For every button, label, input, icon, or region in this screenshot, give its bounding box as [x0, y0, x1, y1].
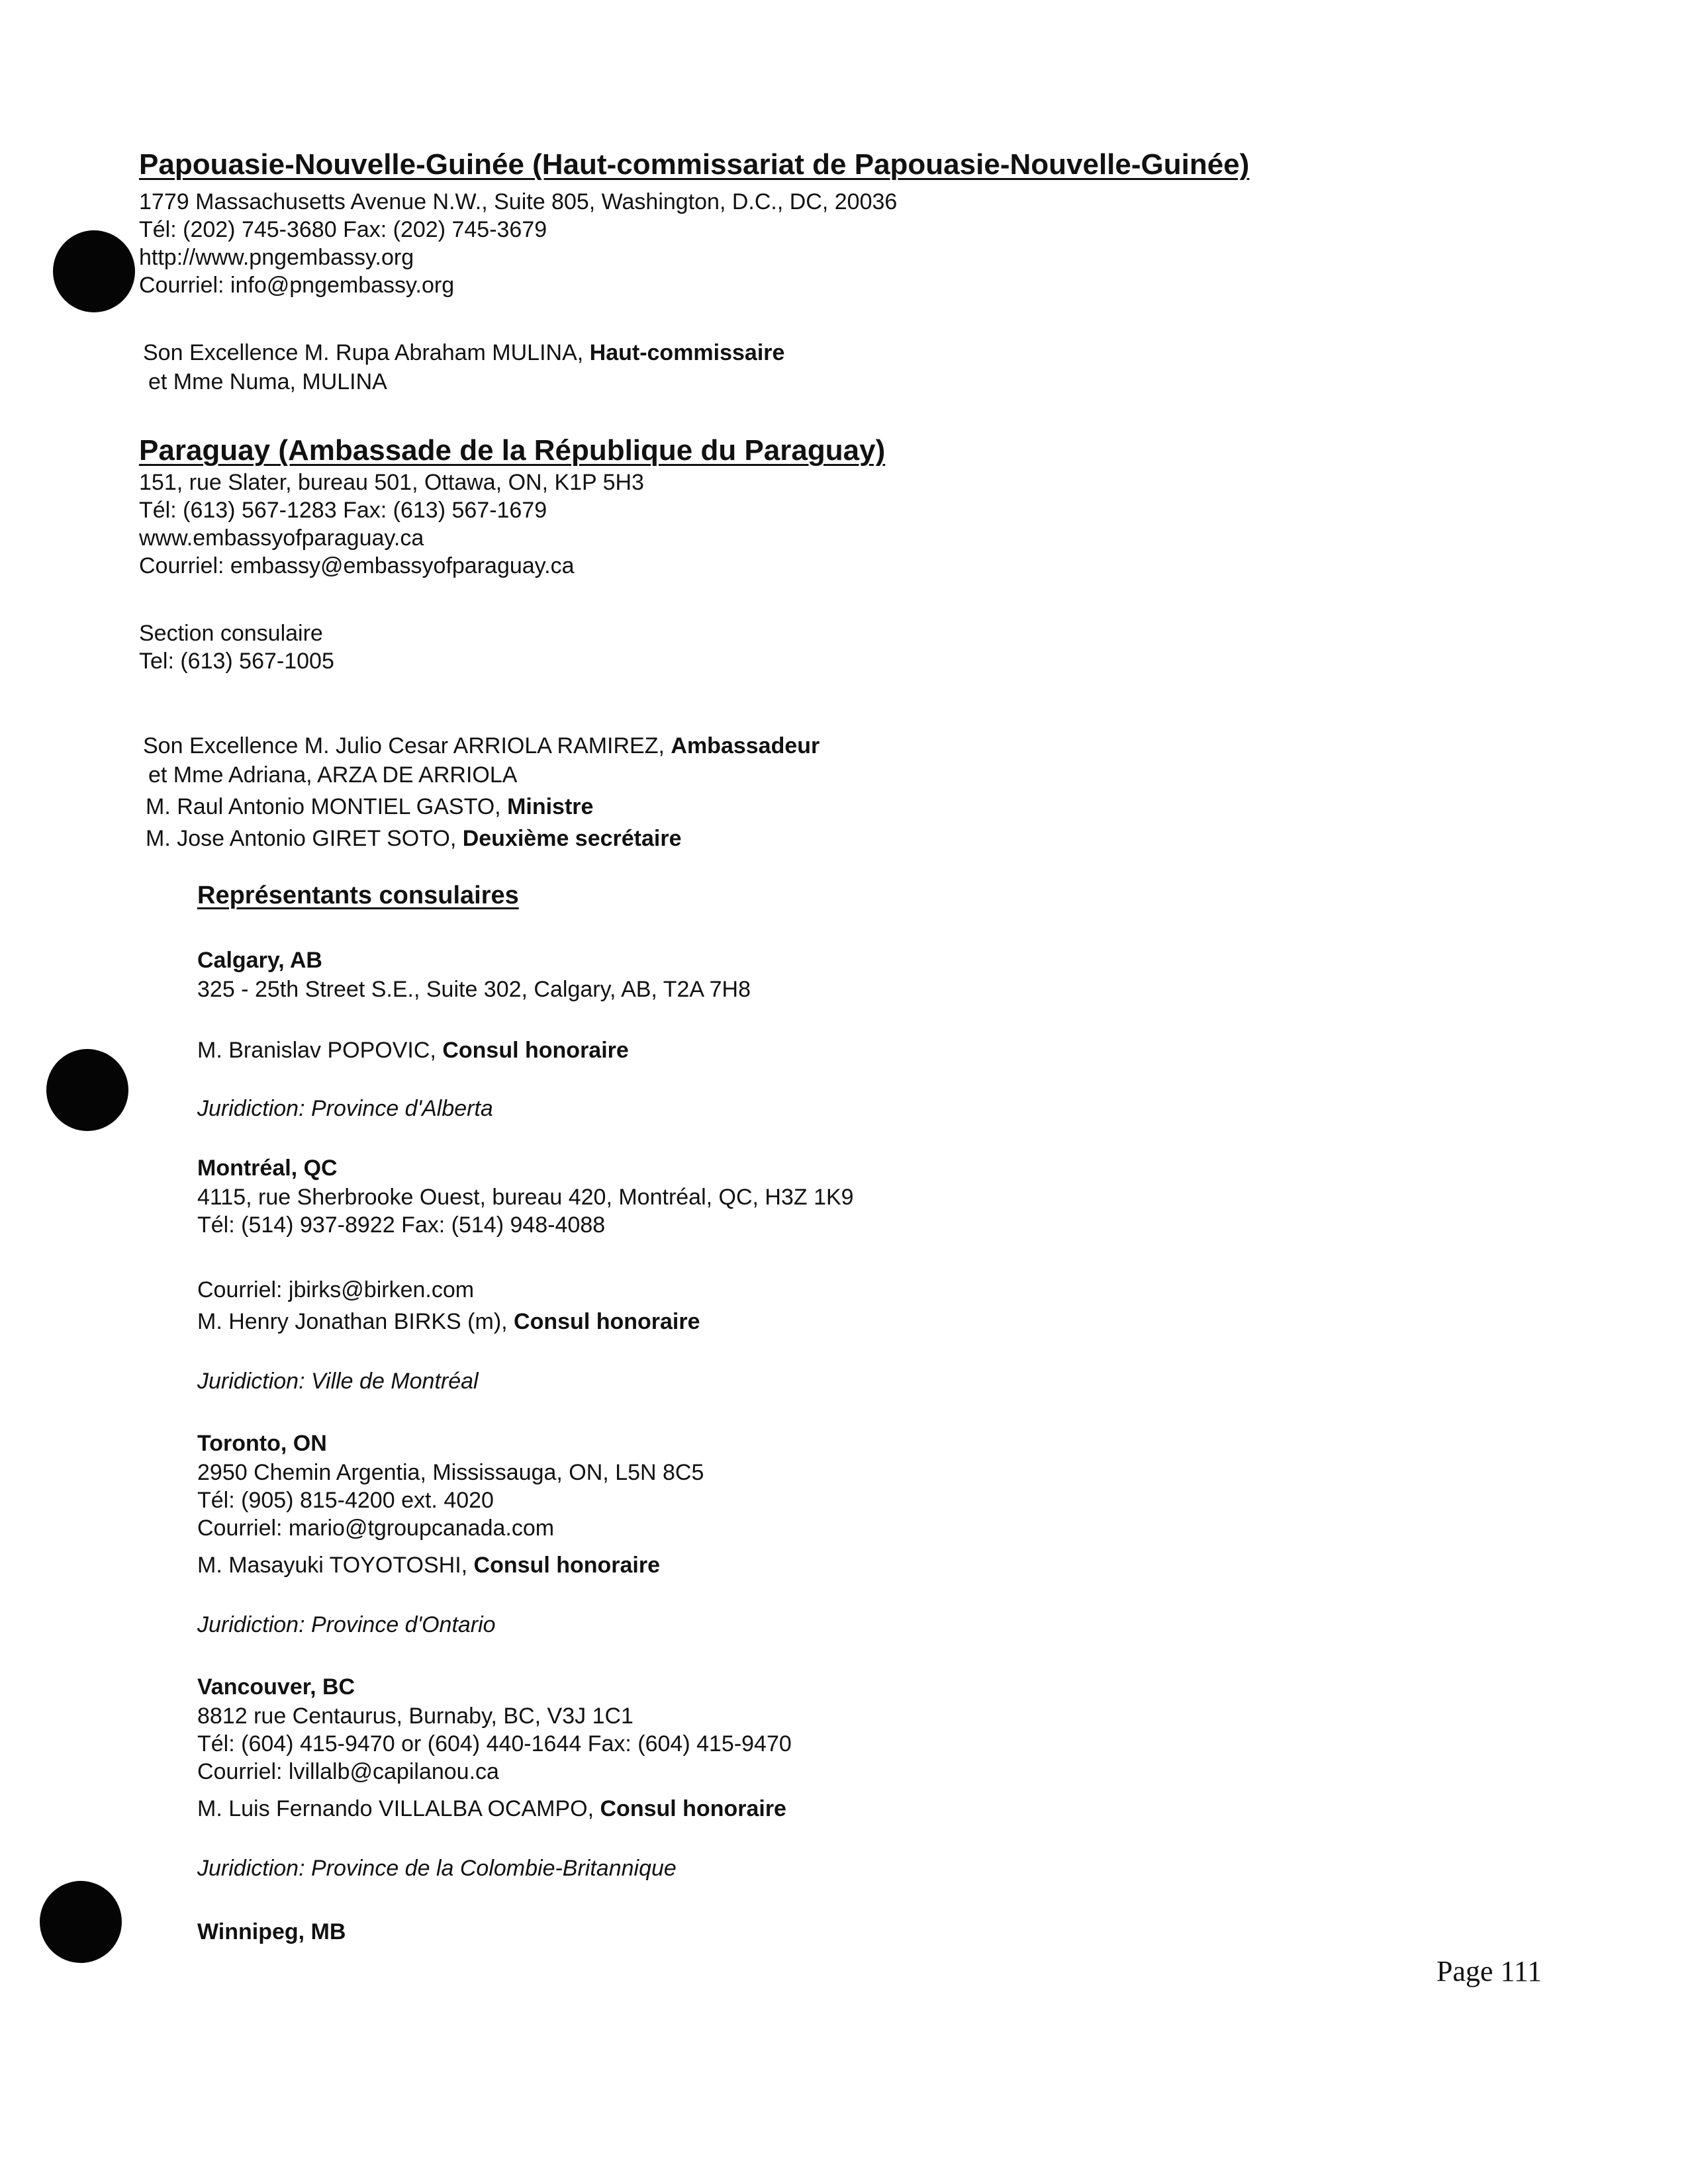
consulate-details-montreal — [197, 1183, 854, 1239]
png-email[interactable]: Courriel: info@pngembassy.org — [139, 273, 455, 298]
consulate-rep-calgary — [197, 1036, 629, 1064]
consulate-phone: Tél: (604) 415-9470 or (604) 440-1644 Fax: (604) 415-9470 — [197, 1731, 792, 1756]
consulate-city-winnipeg: Winnipeg, MB — [197, 1919, 346, 1944]
punch-hole-top — [53, 230, 135, 312]
consular-section-phone: Tel: (613) 567-1005 — [139, 649, 334, 674]
staff-name: et Mme Adriana, ARZA DE ARRIOLA — [148, 762, 518, 788]
png-rep-name: Son Excellence M. Rupa Abraham MULINA, — [143, 340, 590, 365]
png-address: 1779 Massachusetts Avenue N.W., Suite 805, Washington, D.C., DC, 20036 — [139, 189, 898, 214]
jurisdiction-toronto: Juridiction: Province d'Ontario — [197, 1612, 496, 1637]
consulate-rep-montreal — [197, 1308, 700, 1336]
jurisdiction-montreal: Juridiction: Ville de Montréal — [197, 1369, 479, 1394]
paraguay-email[interactable]: Courriel: embassy@embassyofparaguay.ca — [139, 553, 575, 578]
consulate-details-toronto — [197, 1459, 704, 1542]
consulate-city-toronto: Toronto, ON — [197, 1431, 327, 1456]
png-spouse: et Mme Numa, MULINA — [148, 369, 387, 394]
staff-name: M. Raul Antonio MONTIEL GASTO, — [146, 794, 508, 819]
png-heading: Papouasie-Nouvelle-Guinée (Haut-commissariat de Papouasie-Nouvelle-Guinée) — [139, 148, 1250, 181]
png-contact-block — [139, 188, 897, 299]
punch-hole-bottom — [40, 1881, 122, 1963]
consulate-city-calgary: Calgary, AB — [197, 948, 322, 973]
paraguay-heading: Paraguay (Ambassade de la République du Paraguay) — [139, 434, 886, 467]
png-website[interactable]: http://www.pngembassy.org — [139, 245, 414, 270]
punch-hole-middle — [46, 1049, 128, 1131]
jurisdiction-calgary: Juridiction: Province d'Alberta — [197, 1096, 493, 1121]
staff-title: Ministre — [507, 794, 594, 819]
consulate-rep-vancouver — [197, 1795, 786, 1823]
consular-section-label: Section consulaire — [139, 621, 323, 646]
consulate-address: 8812 rue Centaurus, Burnaby, BC, V3J 1C1 — [197, 1704, 633, 1729]
paraguay-staff-0 — [143, 732, 820, 760]
staff-name: M. Jose Antonio GIRET SOTO, — [146, 826, 463, 851]
png-phone: Tél: (202) 745-3680 Fax: (202) 745-3679 — [139, 217, 547, 242]
paraguay-staff-3 — [146, 825, 682, 852]
consulate-email[interactable]: Courriel: lvillalb@capilanou.ca — [197, 1759, 499, 1784]
rep-title: Consul honoraire — [514, 1309, 700, 1334]
consulate-city-montreal: Montréal, QC — [197, 1156, 338, 1181]
jurisdiction-vancouver: Juridiction: Province de la Colombie-Britannique — [197, 1856, 677, 1881]
paraguay-website[interactable]: www.embassyofparaguay.ca — [139, 525, 424, 551]
consulate-details-vancouver — [197, 1702, 792, 1786]
rep-title: Consul honoraire — [442, 1038, 629, 1063]
consulate-rep-toronto — [197, 1551, 660, 1579]
rep-title: Consul honoraire — [600, 1796, 786, 1821]
consulate-city-vancouver: Vancouver, BC — [197, 1674, 355, 1700]
paraguay-staff-2 — [146, 793, 593, 821]
staff-title: Deuxième secrétaire — [462, 826, 682, 851]
rep-name: M. Masayuki TOYOTOSHI, — [197, 1553, 474, 1578]
consulate-phone: Tél: (905) 815-4200 ext. 4020 — [197, 1488, 494, 1513]
consulate-address: 2950 Chemin Argentia, Mississauga, ON, L5N 8C5 — [197, 1460, 704, 1485]
consulate-email[interactable]: Courriel: mario@tgroupcanada.com — [197, 1516, 555, 1541]
paraguay-phone: Tél: (613) 567-1283 Fax: (613) 567-1679 — [139, 498, 547, 523]
png-representative — [143, 339, 784, 367]
consular-representatives-heading: Représentants consulaires — [197, 882, 519, 909]
staff-title: Ambassadeur — [671, 733, 820, 758]
rep-name: M. Luis Fernando VILLALBA OCAMPO, — [197, 1796, 600, 1821]
rep-title: Consul honoraire — [473, 1553, 661, 1578]
consulate-address-calgary: 325 - 25th Street S.E., Suite 302, Calgary, AB, T2A 7H8 — [197, 977, 751, 1002]
page-number: Page 111 — [1436, 1955, 1542, 1987]
consulate-email-montreal[interactable]: Courriel: jbirks@birken.com — [197, 1277, 475, 1302]
paraguay-consular-section — [139, 619, 334, 675]
rep-name: M. Branislav POPOVIC, — [197, 1038, 443, 1063]
staff-name: Son Excellence M. Julio Cesar ARRIOLA RAMIREZ, — [143, 733, 671, 758]
rep-name: M. Henry Jonathan BIRKS (m), — [197, 1309, 514, 1334]
paraguay-staff-1 — [148, 761, 517, 789]
paraguay-address: 151, rue Slater, bureau 501, Ottawa, ON, K1P 5H3 — [139, 470, 644, 495]
consulate-phone: Tél: (514) 937-8922 Fax: (514) 948-4088 — [197, 1212, 606, 1238]
consulate-address: 4115, rue Sherbrooke Ouest, bureau 420, Montréal, QC, H3Z 1K9 — [197, 1185, 854, 1210]
png-rep-title: Haut-commissaire — [589, 340, 785, 365]
paraguay-contact-block — [139, 469, 644, 580]
